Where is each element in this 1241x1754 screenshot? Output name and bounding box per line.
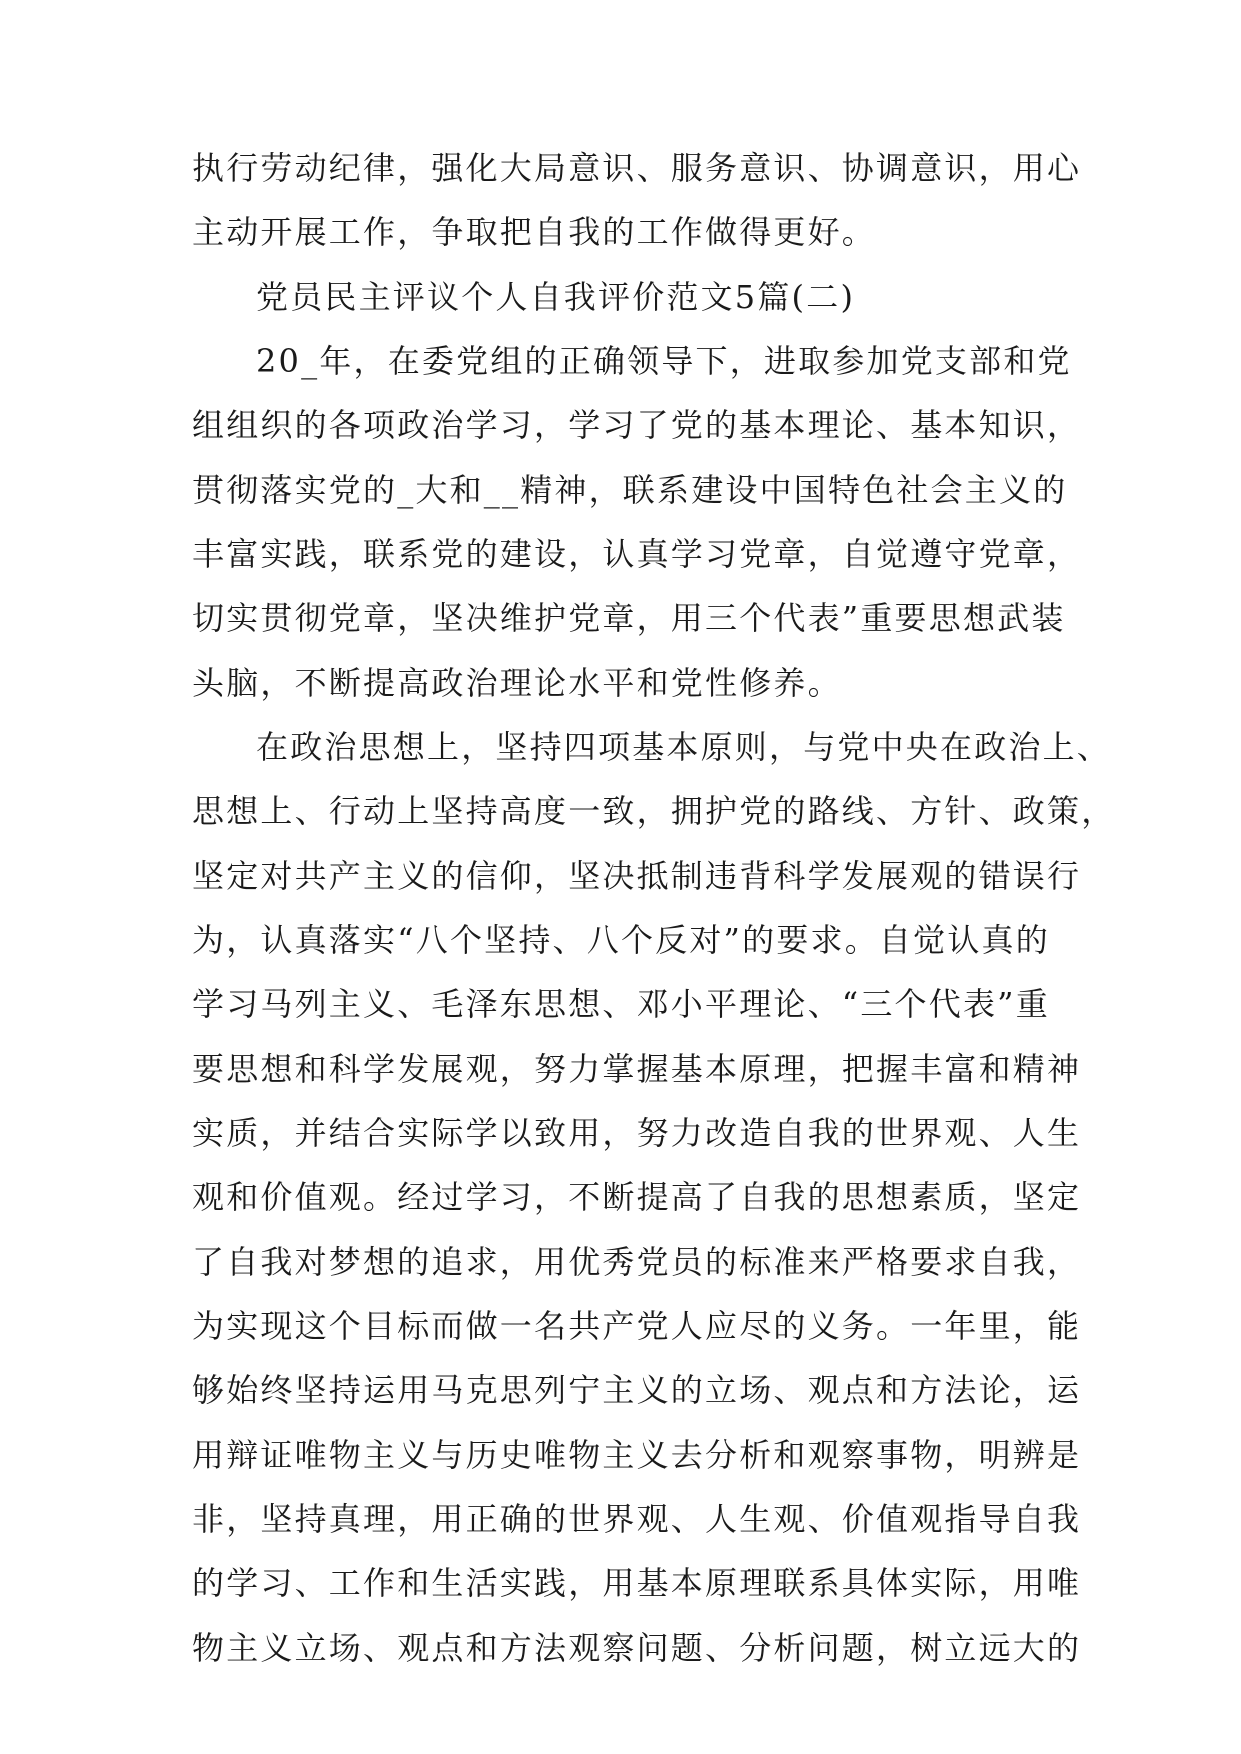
text-line: 为，认真落实“八个坚持、八个反对”的要求。自觉认真的 [192, 921, 1050, 959]
text-line: 物主义立场、观点和方法观察问题、分析问题，树立远大的 [192, 1629, 1082, 1667]
text-line: 了自我对梦想的追求，用优秀党员的标准来严格要求自我， [192, 1243, 1082, 1281]
text-line: 思想上、行动上坚持高度一致，拥护党的路线、方针、政策， [192, 792, 1116, 830]
text-line: 观和价值观。经过学习，不断提高了自我的思想素质，坚定 [192, 1178, 1082, 1216]
text-line: 切实贯彻党章，坚决维护党章，用三个代表”重要思想武装 [192, 599, 1066, 637]
text-line: 贯彻落实党的_大和__精神，联系建设中国特色社会主义的 [192, 471, 1068, 509]
text-line: 在政治思想上，坚持四项基本原则，与党中央在政治上、 [256, 728, 1112, 766]
text-line: 组组织的各项政治学习，学习了党的基本理论、基本知识， [192, 406, 1082, 444]
text-line: 执行劳动纪律，强化大局意识、服务意识、协调意识，用心 [192, 149, 1082, 187]
text-line: 丰富实践，联系党的建设，认真学习党章，自觉遵守党章， [192, 535, 1082, 573]
text-line: 非，坚持真理，用正确的世界观、人生观、价值观指导自我 [192, 1500, 1082, 1538]
section-heading: 党员民主评议个人自我评价范文5篇(二) [256, 278, 856, 316]
text-line: 用辩证唯物主义与历史唯物主义去分析和观察事物，明辨是 [192, 1436, 1082, 1474]
text-line: 实质，并结合实际学以致用，努力改造自我的世界观、人生 [192, 1114, 1082, 1152]
text-line: 学习马列主义、毛泽东思想、邓小平理论、“三个代表”重 [192, 985, 1050, 1023]
text-line: 够始终坚持运用马克思列宁主义的立场、观点和方法论，运 [192, 1371, 1082, 1409]
text-line: 要思想和科学发展观，努力掌握基本原理，把握丰富和精神 [192, 1050, 1082, 1088]
text-line: 20_年，在委党组的正确领导下，进取参加党支部和党 [256, 342, 1072, 380]
text-line: 的学习、工作和生活实践，用基本原理联系具体实际，用唯 [192, 1564, 1082, 1602]
text-line: 为实现这个目标而做一名共产党人应尽的义务。一年里，能 [192, 1307, 1082, 1345]
text-line: 主动开展工作，争取把自我的工作做得更好。 [192, 213, 877, 251]
text-line: 头脑，不断提高政治理论水平和党性修养。 [192, 664, 842, 702]
text-line: 坚定对共产主义的信仰，坚决抵制违背科学发展观的错误行 [192, 857, 1082, 895]
